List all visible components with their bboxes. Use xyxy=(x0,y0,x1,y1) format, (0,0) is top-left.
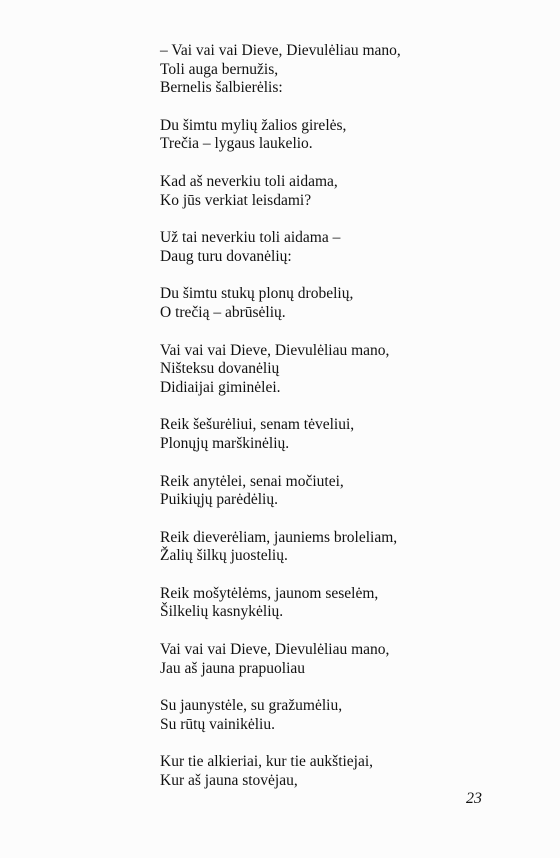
stanza xyxy=(160,753,480,790)
poem-line: Su rūtų vainikėliu. xyxy=(160,715,275,733)
poem-line: Žalių šilkų juostelių. xyxy=(160,547,288,565)
stanza xyxy=(160,697,480,734)
stanza xyxy=(160,117,480,154)
poem-line: Vai vai vai Dieve, Dievulėliau mano, xyxy=(160,341,390,359)
stanza xyxy=(160,473,480,510)
poem-line: Toli auga bernužis, xyxy=(160,60,279,78)
stanza xyxy=(160,529,480,566)
poem-line: Vai vai vai Dieve, Dievulėliau mano, xyxy=(160,641,390,659)
poem-line: Šilkelių kasnykėlių. xyxy=(160,603,284,621)
poem-line: Trečia – lygaus laukelio. xyxy=(160,135,313,153)
poem-line: Kur aš jauna stovėjau, xyxy=(160,772,298,790)
poem-line: Reik anytėlei, senai močiutei, xyxy=(160,472,344,490)
stanza xyxy=(160,173,480,210)
stanza xyxy=(160,229,480,266)
poem-line: Ništeksu dovanėlių xyxy=(160,360,280,378)
poem-line: Didiaijai giminėlei. xyxy=(160,378,281,396)
poem-line: Kad aš neverkiu toli aidama, xyxy=(160,172,338,190)
poem-line: Jau aš jauna prapuoliau xyxy=(160,659,306,677)
poem-line: Du šimtu stukų plonų drobelių, xyxy=(160,285,354,303)
poem-line: Ko jūs verkiat leisdami? xyxy=(160,191,312,209)
poem-line: Du šimtu mylių žalios girelės, xyxy=(160,116,347,134)
stanza xyxy=(160,285,480,322)
poem-line: Daug turu dovanėlių: xyxy=(160,247,292,265)
stanza xyxy=(160,42,480,98)
poem-line: Kur tie alkieriai, kur tie aukštiejai, xyxy=(160,753,374,771)
poem-line: Reik mošytėlėms, jaunom seselėm, xyxy=(160,584,379,602)
poem-line: Bernelis šalbierėlis: xyxy=(160,79,283,97)
poem-line: O trečią – abrūsėlių. xyxy=(160,303,286,321)
poem-line: Reik dieverėliam, jauniems broleliam, xyxy=(160,528,398,546)
stanza xyxy=(160,342,480,398)
poem-line: Su jaunystėle, su gražumėliu, xyxy=(160,697,343,715)
poem-line: Plonųjų marškinėlių. xyxy=(160,434,290,452)
poem-text xyxy=(160,42,480,791)
poem-line: Už tai neverkiu toli aidama – xyxy=(160,229,341,247)
page-number: 23 xyxy=(466,790,482,807)
stanza xyxy=(160,641,480,678)
poem-line: Puikiųjų parėdėlių. xyxy=(160,491,278,509)
stanza xyxy=(160,585,480,622)
poem-line: Reik šešurėliui, senam tėveliui, xyxy=(160,416,355,434)
poem-line: – Vai vai vai Dieve, Dievulėliau mano, xyxy=(160,42,401,59)
stanza xyxy=(160,416,480,453)
